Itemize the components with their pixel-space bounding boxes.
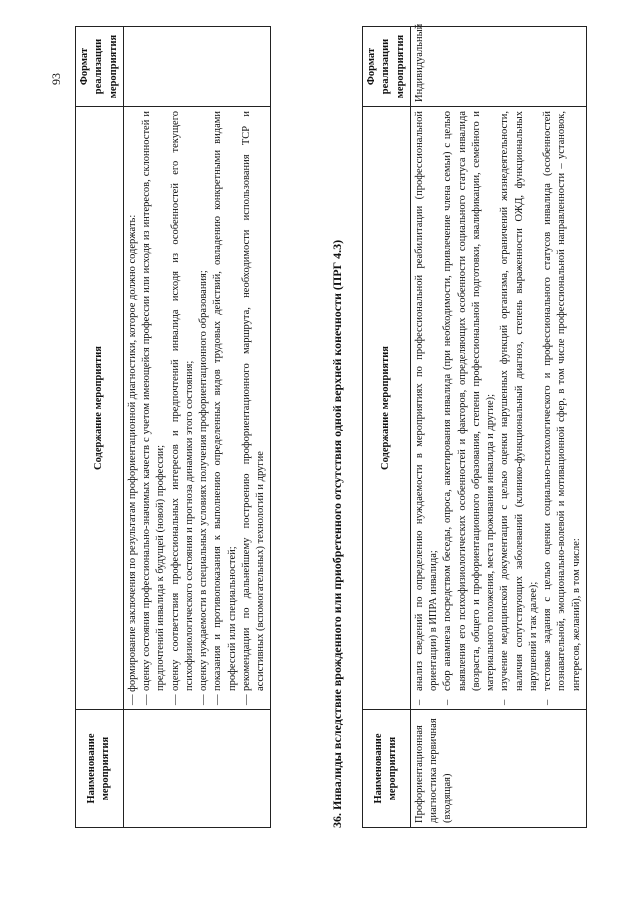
header-name: Наименование мероприятия (76, 710, 124, 828)
content-list (140, 111, 268, 705)
content-lead: — формирование заключения по результатам профориентационной диагностики, которое должно содержать: (126, 214, 138, 705)
list-item: – сбор анамнеза посредством беседы, опроса, анкетирования инвалида (при необходимости, привлечение члена семьи) с целью выявления его психофизиологических особенностей и факторов, определяющих особенности социального статуса инвалида (возраста, общего и профориентационного образования, степени профессиональной подготовки, квалификации, семейного и материального положения, места проживания инвалида и другие); (441, 111, 498, 705)
cell-name (123, 710, 271, 828)
list-item: — показания и противопоказания к выполнению определенных видов трудовых действий, овладению конкретными видами профессий или специальностей; (211, 111, 240, 705)
list-item: — оценку состояния профессионально-значимых качеств с учетом имеющейся профессии или исходя из интересов, склонностей и предпочтений инвалида к будущей (новой) профессии; (140, 111, 169, 705)
header-content: Содержание мероприятия (76, 107, 124, 710)
list-item: – тестовые задания с целью оценки социально-психологического и профессионального статусов инвалида (особенностей познавательной, эмоционально-волевой и мотивационной сфер, в том числе профессиональной направленности – установок, интересов, желаний), в том числе: (541, 111, 584, 705)
list-item: — оценку нуждаемости в специальных условиях получения профориентационного образования; (197, 111, 211, 705)
list-item: — оценку соответствия профессиональных интересов и предпочтений инвалида исходя из особенностей его текущего психофизиологического состояния и прогноза динамики этого состояния; (169, 111, 198, 705)
section-title: 36. Инвалиды вследствие врожденного или приобретенного отсутствия одной верхней конечности (ПРГ 4.3) (330, 239, 344, 828)
cell-name: Профориентационная диагностика первичная (входящая) (410, 710, 586, 828)
content-list (413, 111, 584, 705)
page-number: 93 (49, 73, 63, 85)
table-section-36 (362, 23, 587, 828)
header-format: Формат реализации мероприятия (76, 27, 124, 107)
header-content: Содержание мероприятия (363, 107, 411, 710)
cell-content (410, 107, 586, 710)
header-name: Наименование мероприятия (363, 710, 411, 828)
table-row (123, 27, 271, 828)
cell-format (123, 27, 271, 107)
header-format: Формат реализации мероприятия (363, 27, 411, 107)
list-item: – изучение медицинской документации с целью оценки нарушенных функций организма, ограничений жизнедеятельности, наличия сопутствующих заболеваний (клинико-функциональный диагноз, степень выраженности ОЖД, функциональных нарушений и так далее); (498, 111, 541, 705)
table-row (410, 27, 586, 828)
cell-content (123, 107, 271, 710)
table-header-row (363, 27, 411, 828)
cell-format: Индивидуальный (410, 27, 586, 107)
list-item: – анализ сведений по определению нуждаемости в мероприятиях по профессиональной реабилитации (профессиональной ориентации) в ИПРА инвалида; (413, 111, 442, 705)
table-header-row (76, 27, 124, 828)
table-continued (75, 26, 271, 828)
list-item: — рекомендации по дальнейшему построению профориентационного маршрута, необходимости использования ТСР и ассистивных (вспомогательных) технологий и другие (240, 111, 269, 705)
